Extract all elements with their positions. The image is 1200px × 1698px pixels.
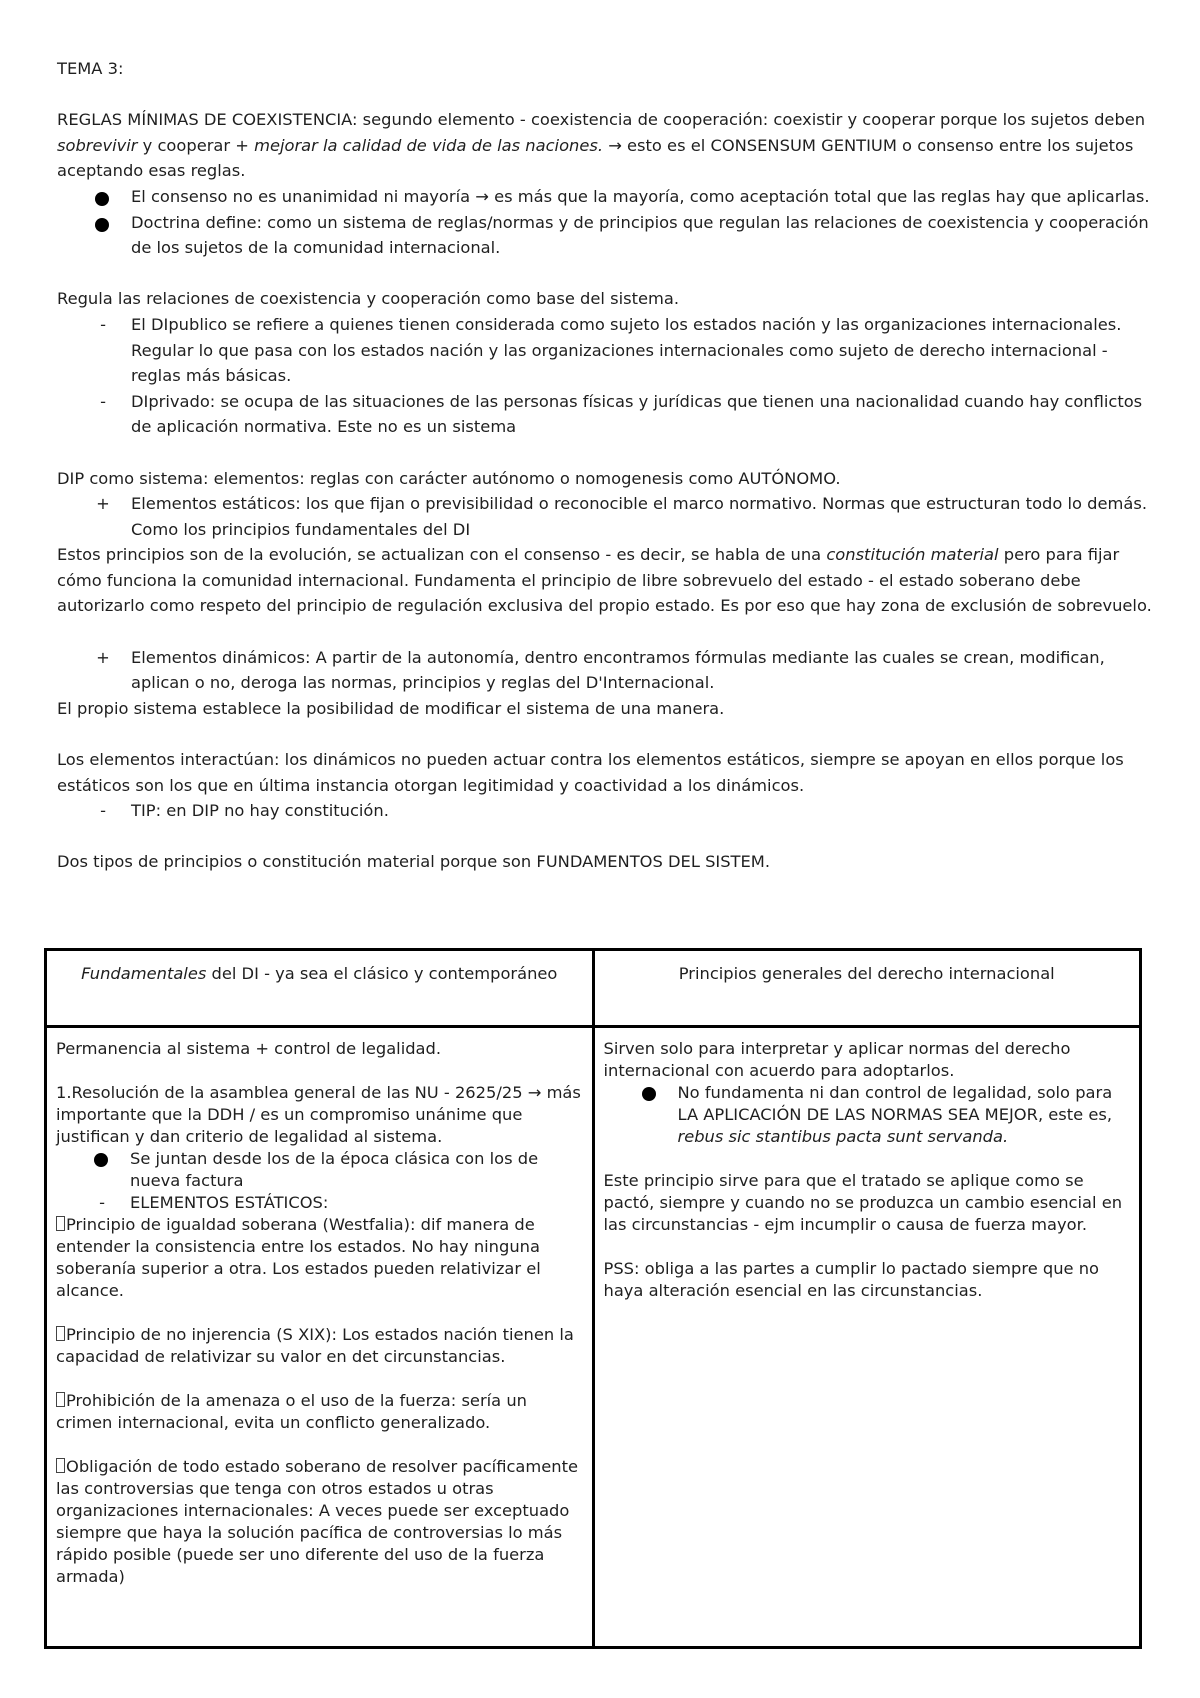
italic-run: Fundamentales — [81, 964, 207, 983]
table-cell-principios-generales — [593, 1027, 1141, 1648]
paragraph-reglas-minimas — [57, 107, 1157, 184]
list-item — [57, 210, 1157, 261]
principle-item — [56, 1456, 582, 1588]
bullet-icon — [642, 1087, 656, 1101]
plus-marker: + — [96, 647, 110, 667]
missing-glyph-icon — [56, 1216, 65, 1231]
bullet-list-consenso — [57, 184, 1157, 261]
dash-marker: - — [99, 1193, 105, 1212]
doc-title: TEMA 3: — [57, 59, 124, 78]
paragraph-regula: Regula las relaciones de coexistencia y cooperación como base del sistema. — [57, 289, 680, 309]
paragraph-dip-sistema: DIP como sistema: elementos: reglas con carácter autónomo o nomogenesis como AUTÓNOMO. — [57, 468, 841, 488]
principle-item — [56, 1324, 582, 1368]
list-item-text: TIP: en DIP no hay constitución. — [131, 801, 389, 821]
dash-list-tip — [57, 798, 1157, 824]
table-header-row — [46, 950, 1141, 1027]
list-item — [57, 389, 1157, 440]
text-run: REGLAS MÍNIMAS DE COEXISTENCIA: segundo elemento - coexistencia de cooperación: coexistir y cooperar porque los sujetos deben — [57, 110, 1146, 130]
paragraph-principios-evolucion — [57, 542, 1157, 619]
list-item-text: Doctrina define: como un sistema de reglas/normas y de principios que regulan las relaciones de coexistencia y cooperación de los sujetos de la comunidad internacional. — [131, 212, 1149, 258]
list-item-text: ELEMENTOS ESTÁTICOS: — [130, 1193, 329, 1212]
table-header-right: Principios generales del derecho internacional — [593, 950, 1141, 1027]
text-run: pero para fijar cómo funciona la comunidad internacional. Fundamenta el principio de libre sobrevuelo del estado - el estado soberano debe autorizarlo como respeto del principio de regulación exclusiva del propio estado. Es por eso que hay zona de exclusión de sobrevuelo. — [57, 545, 1152, 616]
list-item — [56, 1192, 582, 1214]
principle-item — [56, 1214, 582, 1302]
list-item-text: Elementos estáticos: los que fijan o previsibilidad o reconocible el marco normativo. Normas que estructuran todo lo demás. Como los principios fundamentales del DI — [131, 494, 1148, 539]
cell-paragraph: Permanencia al sistema + control de legalidad. — [56, 1039, 442, 1058]
text-run: Estos principios son de la evolución, se actualizan con el consenso - es decir, se habla de una — [57, 545, 827, 565]
bullet-icon — [95, 218, 109, 232]
principle-text: Principio de igualdad soberana (Westfalia): dif manera de entender la consistencia entre los estados. No hay ninguna soberanía superior a otra. Los estados pueden relativizar el alcance. — [56, 1215, 541, 1300]
principle-text: Obligación de todo estado soberano de resolver pacíficamente las controversias que tenga con otros estados u otras organizaciones internacionales: A veces puede ser exceptuado siempre que haya la solución pacífica de controversias lo más rápido posible (puede ser uno diferente del uso de la fuerza armada) — [56, 1457, 578, 1586]
italic-run: constitución material — [826, 545, 999, 565]
list-item — [57, 645, 1157, 696]
cell-paragraph: PSS: obliga a las partes a cumplir lo pactado siempre que no haya alteración esencial en las circunstancias. — [603, 1259, 1100, 1300]
dash-marker: - — [100, 391, 106, 411]
list-item — [604, 1082, 1130, 1148]
plus-list-dinamicos — [57, 645, 1157, 696]
text-run: del DI - ya sea el clásico y contemporáneo — [206, 964, 558, 983]
table-cell-fundamentales — [46, 1027, 594, 1648]
plus-list-estaticos — [57, 491, 1157, 542]
table-row — [46, 1027, 1141, 1648]
list-item — [57, 491, 1157, 542]
dash-marker: - — [100, 801, 106, 821]
list-item-text: El DIpublico se refiere a quienes tienen considerada como sujeto los estados nación y las organizaciones internacionales. Regular lo que pasa con los estados nación y las organizaciones internacionales como sujeto de derecho internacional - reglas más básicas. — [131, 314, 1122, 386]
cell-paragraph: 1.Resolución de la asamblea general de las NU - 2625/25 → más importante que la DDH / es un compromiso unánime que justifican y dan criterio de legalidad al sistema. — [56, 1083, 581, 1146]
paragraph-interactuan: Los elementos interactúan: los dinámicos no pueden actuar contra los elementos estáticos, siempre se apoyan en ellos porque los estáticos son los que en última instancia otorgan legitimidad y coactividad a los dinámicos. — [57, 750, 1124, 795]
cell-list — [56, 1148, 582, 1214]
list-item — [57, 312, 1157, 389]
list-item — [56, 1148, 582, 1192]
principle-text: Prohibición de la amenaza o el uso de la fuerza: sería un crimen internacional, evita un conflicto generalizado. — [56, 1391, 527, 1432]
paragraph-dos-tipos: Dos tipos de principios o constitución material porque son FUNDAMENTOS DEL SISTEM. — [57, 852, 771, 872]
italic-run: sobrevivir — [57, 135, 138, 155]
missing-glyph-icon — [56, 1326, 65, 1341]
list-item-text: DIprivado: se ocupa de las situaciones de las personas físicas y jurídicas que tienen una nacionalidad cuando hay conflictos de aplicación normativa. Este no es un sistema — [131, 391, 1143, 437]
principles-table — [44, 948, 1142, 1649]
principle-text: Principio de no injerencia (S XIX): Los estados nación tienen la capacidad de relativizar su valor en det circunstancias. — [56, 1325, 574, 1366]
cell-paragraph: Este principio sirve para que el tratado se aplique como se pactó, siempre y cuando no se produzca un cambio esencial en las circunstancias - ejm incumplir o causa de fuerza mayor. — [603, 1171, 1123, 1234]
missing-glyph-icon — [56, 1458, 65, 1473]
cell-list — [604, 1082, 1130, 1148]
list-item-text: Elementos dinámicos: A partir de la autonomía, dentro encontramos fórmulas mediante las cuales se crean, modifican, aplican o no, deroga las normas, principios y reglas del D'Internacional. — [131, 647, 1105, 693]
italic-run: rebus sic stantibus pacta sunt servanda. — [677, 1127, 1009, 1146]
bullet-icon — [95, 192, 109, 206]
document-body — [57, 56, 1157, 875]
list-item — [57, 798, 1157, 824]
text-run: → esto es el CONSENSUM GENTIUM o consenso entre los sujetos aceptando esas reglas. — [57, 135, 1134, 181]
text-run: y cooperar + — [137, 135, 255, 155]
italic-run: mejorar la calidad de vida de las naciones. — [254, 135, 604, 155]
list-item — [57, 184, 1157, 210]
text-run: No fundamenta ni dan control de legalidad, solo para LA APLICACIÓN DE LAS NORMAS SEA MEJOR, este es, — [677, 1083, 1113, 1124]
principle-item — [56, 1390, 582, 1434]
missing-glyph-icon — [56, 1392, 65, 1407]
table-header-left — [46, 950, 594, 1027]
cell-paragraph: Sirven solo para interpretar y aplicar normas del derecho internacional con acuerdo para adoptarlos. — [603, 1039, 1071, 1080]
bullet-icon — [94, 1153, 108, 1167]
dash-list-di — [57, 312, 1157, 440]
dash-marker: - — [100, 314, 106, 334]
plus-marker: + — [96, 494, 110, 514]
list-item-text: Se juntan desde los de la época clásica con los de nueva factura — [130, 1149, 539, 1190]
list-item-text: El consenso no es unanimidad ni mayoría → es más que la mayoría, como aceptación total que las reglas hay que aplicarlas. — [131, 186, 1150, 206]
paragraph-propio-sistema: El propio sistema establece la posibilidad de modificar el sistema de una manera. — [57, 698, 725, 718]
